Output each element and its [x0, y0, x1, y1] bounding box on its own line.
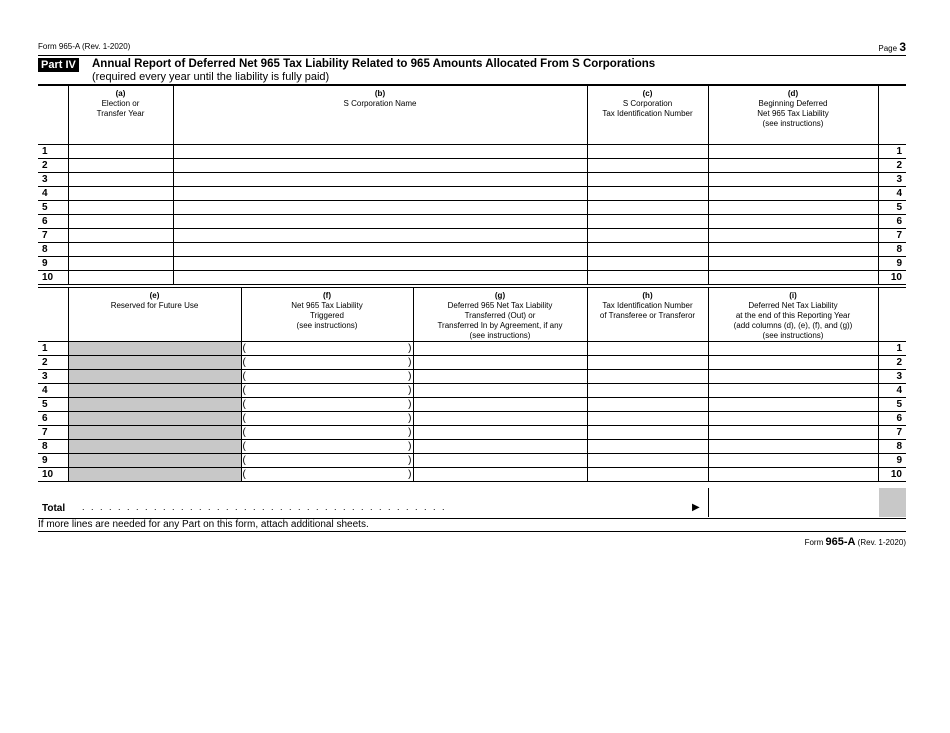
- column-letter: (a): [115, 89, 126, 98]
- beginning-liability-input[interactable]: [708, 144, 878, 158]
- s-corp-tin-input[interactable]: [587, 214, 708, 228]
- table-row: [38, 214, 906, 228]
- arrow-icon: ▶: [692, 502, 700, 513]
- line-number-right: 9: [878, 256, 906, 270]
- election-year-input[interactable]: [68, 158, 173, 172]
- line-number: 5: [38, 398, 68, 412]
- line-number-right: 6: [878, 412, 906, 426]
- line-number: 8: [38, 440, 68, 454]
- header-blank: [878, 85, 906, 144]
- line-number-right: 10: [878, 468, 906, 482]
- close-paren: ): [408, 455, 412, 466]
- reserved-cell: [68, 384, 241, 398]
- column-header: [173, 85, 587, 144]
- column-label: Election or Transfer Year: [96, 99, 145, 118]
- ending-liability-input[interactable]: [708, 342, 878, 356]
- table-row: [38, 356, 906, 370]
- line-number-right: 3: [878, 370, 906, 384]
- column-label: Deferred 965 Net Tax Liability Transferred (Out) or Transferred In by Agreement, if any (see instructions): [437, 301, 563, 340]
- part-title: Annual Report of Deferred Net 965 Tax Liability Related to 965 Amounts Allocated From S Corporations: [92, 58, 656, 70]
- transferee-tin-input[interactable]: [587, 398, 708, 412]
- election-year-input[interactable]: [68, 186, 173, 200]
- line-number-right: 4: [878, 186, 906, 200]
- transferred-liability-input[interactable]: [413, 454, 587, 468]
- transferee-tin-input[interactable]: [587, 468, 708, 482]
- column-label: Deferred Net Tax Liability at the end of this Reporting Year (add columns (d), (e), (f), and (g)) (see instructions): [733, 301, 853, 340]
- footer-prefix: Form: [804, 538, 824, 547]
- transferred-liability-input[interactable]: [413, 370, 587, 384]
- ending-liability-input[interactable]: [708, 426, 878, 440]
- election-year-input[interactable]: [68, 214, 173, 228]
- triggered-liability-input[interactable]: [241, 342, 413, 356]
- line-number: 9: [38, 454, 68, 468]
- table-row: [38, 468, 906, 482]
- election-year-input[interactable]: [68, 270, 173, 284]
- close-paren: ): [408, 357, 412, 368]
- election-year-input[interactable]: [68, 144, 173, 158]
- column-header: [413, 288, 587, 342]
- election-year-input[interactable]: [68, 200, 173, 214]
- reserved-cell: [68, 342, 241, 356]
- leader-dots: . . . . . . . . . . . . . . . . . . . . . . . . . . . . . . . . . . . . . . . . .: [82, 502, 447, 512]
- s-corp-tin-input[interactable]: [587, 144, 708, 158]
- line-number-right: 9: [878, 454, 906, 468]
- line-number: 4: [38, 384, 68, 398]
- table-row: [38, 454, 906, 468]
- line-number-right: 7: [878, 228, 906, 242]
- column-header: [708, 85, 878, 144]
- line-number-right: 7: [878, 426, 906, 440]
- total-amount-input[interactable]: [708, 488, 880, 517]
- transferred-liability-input[interactable]: [413, 412, 587, 426]
- beginning-liability-input[interactable]: [708, 270, 878, 284]
- table-row: [38, 186, 906, 200]
- ending-liability-input[interactable]: [708, 454, 878, 468]
- beginning-liability-input[interactable]: [708, 186, 878, 200]
- part-badge: Part IV: [38, 58, 79, 72]
- table-row: [38, 398, 906, 412]
- triggered-liability-input[interactable]: [241, 370, 413, 384]
- triggered-liability-input[interactable]: [241, 412, 413, 426]
- column-letter: (e): [149, 291, 160, 300]
- open-paren: (: [242, 343, 246, 354]
- transferee-tin-input[interactable]: [587, 342, 708, 356]
- election-year-input[interactable]: [68, 256, 173, 270]
- reserved-cell: [68, 356, 241, 370]
- table-row: [38, 384, 906, 398]
- election-year-input[interactable]: [68, 242, 173, 256]
- open-paren: (: [242, 413, 246, 424]
- column-label: Tax Identification Number of Transferee or Transferor: [599, 301, 696, 320]
- line-number: 8: [38, 242, 68, 256]
- column-header: [68, 288, 241, 342]
- s-corp-tin-input[interactable]: [587, 158, 708, 172]
- election-year-input[interactable]: [68, 172, 173, 186]
- reserved-cell: [68, 468, 241, 482]
- line-number: 6: [38, 214, 68, 228]
- column-label: S Corporation Tax Identification Number: [602, 99, 693, 118]
- line-number: 2: [38, 356, 68, 370]
- ending-liability-input[interactable]: [708, 412, 878, 426]
- transferred-liability-input[interactable]: [413, 468, 587, 482]
- ending-liability-input[interactable]: [708, 356, 878, 370]
- column-letter: (b): [374, 89, 386, 98]
- s-corp-name-input[interactable]: [173, 172, 587, 186]
- column-label: Net 965 Tax Liability Triggered (see instructions): [291, 301, 363, 330]
- line-number: 4: [38, 186, 68, 200]
- triggered-liability-input[interactable]: [241, 384, 413, 398]
- column-header: [241, 288, 413, 342]
- close-paren: ): [408, 413, 412, 424]
- line-number-right: 8: [878, 242, 906, 256]
- ending-liability-input[interactable]: [708, 384, 878, 398]
- line-number: 3: [38, 172, 68, 186]
- beginning-liability-input[interactable]: [708, 228, 878, 242]
- close-paren: ): [408, 371, 412, 382]
- table-row: [38, 256, 906, 270]
- column-header: [587, 85, 708, 144]
- header-blank: [38, 85, 68, 144]
- triggered-liability-input[interactable]: [241, 426, 413, 440]
- page-indicator: [878, 40, 906, 54]
- footer-revision: (Rev. 1-2020): [857, 538, 906, 547]
- reserved-cell: [68, 370, 241, 384]
- form-id: Form 965-A (Rev. 1-2020): [38, 42, 131, 51]
- footer-form-number: 965-A: [825, 536, 856, 548]
- s-corp-tin-input[interactable]: [587, 186, 708, 200]
- column-label: S Corporation Name: [343, 99, 417, 108]
- close-paren: ): [408, 427, 412, 438]
- reserved-cell: [68, 454, 241, 468]
- transferee-tin-input[interactable]: [587, 412, 708, 426]
- close-paren: ): [408, 441, 412, 452]
- beginning-liability-input[interactable]: [708, 242, 878, 256]
- total-label: Total: [42, 503, 66, 514]
- s-corp-name-input[interactable]: [173, 186, 587, 200]
- transferred-liability-input[interactable]: [413, 342, 587, 356]
- reserved-cell: [68, 426, 241, 440]
- transferee-tin-input[interactable]: [587, 356, 708, 370]
- ending-liability-input[interactable]: [708, 370, 878, 384]
- transferred-liability-input[interactable]: [413, 384, 587, 398]
- close-paren: ): [408, 469, 412, 480]
- s-corp-tin-input[interactable]: [587, 172, 708, 186]
- column-header: [68, 85, 173, 144]
- s-corp-name-input[interactable]: [173, 256, 587, 270]
- triggered-liability-input[interactable]: [241, 454, 413, 468]
- column-letter: (g): [494, 291, 506, 300]
- transferee-tin-input[interactable]: [587, 384, 708, 398]
- table-row: [38, 158, 906, 172]
- s-corp-name-input[interactable]: [173, 270, 587, 284]
- line-number-right: 2: [878, 158, 906, 172]
- line-number-right: 4: [878, 384, 906, 398]
- open-paren: (: [242, 469, 246, 480]
- open-paren: (: [242, 455, 246, 466]
- s-corp-tin-input[interactable]: [587, 242, 708, 256]
- beginning-liability-input[interactable]: [708, 172, 878, 186]
- s-corp-tin-input[interactable]: [587, 228, 708, 242]
- reserved-cell: [68, 398, 241, 412]
- liability-table: [38, 287, 906, 482]
- beginning-liability-input[interactable]: [708, 158, 878, 172]
- transferee-tin-input[interactable]: [587, 440, 708, 454]
- column-label: Beginning Deferred Net 965 Tax Liability (see instructions): [757, 99, 829, 128]
- line-number: 2: [38, 158, 68, 172]
- line-number-right: 10: [878, 270, 906, 284]
- beginning-liability-input[interactable]: [708, 214, 878, 228]
- reserved-cell: [68, 440, 241, 454]
- column-header: [587, 288, 708, 342]
- line-number-right: 6: [878, 214, 906, 228]
- open-paren: (: [242, 357, 246, 368]
- s-corp-name-input[interactable]: [173, 242, 587, 256]
- reserved-cell: [68, 412, 241, 426]
- line-number: 7: [38, 426, 68, 440]
- open-paren: (: [242, 427, 246, 438]
- table-row: [38, 200, 906, 214]
- part-subtitle: (required every year until the liability is fully paid): [92, 71, 330, 83]
- s-corp-name-input[interactable]: [173, 200, 587, 214]
- table-row: [38, 242, 906, 256]
- s-corp-tin-input[interactable]: [587, 270, 708, 284]
- close-paren: ): [408, 399, 412, 410]
- table-row: [38, 370, 906, 384]
- beginning-liability-input[interactable]: [708, 256, 878, 270]
- s-corp-name-input[interactable]: [173, 144, 587, 158]
- header-blank: [878, 288, 906, 342]
- line-number: 6: [38, 412, 68, 426]
- transferred-liability-input[interactable]: [413, 440, 587, 454]
- s-corp-name-input[interactable]: [173, 214, 587, 228]
- table-row: [38, 426, 906, 440]
- column-letter: (h): [642, 291, 653, 300]
- ending-liability-input[interactable]: [708, 440, 878, 454]
- table-row: [38, 342, 906, 356]
- line-number: 10: [38, 468, 68, 482]
- line-number: 10: [38, 270, 68, 284]
- column-label: Reserved for Future Use: [110, 301, 199, 310]
- transferee-tin-input[interactable]: [587, 454, 708, 468]
- line-number-right: 5: [878, 200, 906, 214]
- election-year-input[interactable]: [68, 228, 173, 242]
- line-number: 1: [38, 342, 68, 356]
- line-number-right: 2: [878, 356, 906, 370]
- open-paren: (: [242, 399, 246, 410]
- s-corporation-table: [38, 84, 906, 285]
- column-letter: (i): [789, 291, 797, 300]
- column-header: [708, 288, 878, 342]
- line-number: 5: [38, 200, 68, 214]
- page-label: Page: [878, 44, 898, 53]
- s-corp-name-input[interactable]: [173, 228, 587, 242]
- line-number: 1: [38, 144, 68, 158]
- table-row: [38, 270, 906, 284]
- table-row: [38, 144, 906, 158]
- page-number: 3: [899, 40, 906, 54]
- line-number-right: 3: [878, 172, 906, 186]
- triggered-liability-input[interactable]: [241, 356, 413, 370]
- header-blank: [38, 288, 68, 342]
- transferee-tin-input[interactable]: [587, 426, 708, 440]
- open-paren: (: [242, 441, 246, 452]
- column-letter: (d): [787, 89, 799, 98]
- line-number: 9: [38, 256, 68, 270]
- close-paren: ): [408, 385, 412, 396]
- column-letter: (f): [323, 291, 331, 300]
- s-corp-name-input[interactable]: [173, 158, 587, 172]
- beginning-liability-input[interactable]: [708, 200, 878, 214]
- open-paren: (: [242, 385, 246, 396]
- table-row: [38, 228, 906, 242]
- close-paren: ): [408, 343, 412, 354]
- transferred-liability-input[interactable]: [413, 426, 587, 440]
- ending-liability-input[interactable]: [708, 468, 878, 482]
- line-number-right: 1: [878, 342, 906, 356]
- divider: [38, 55, 906, 56]
- line-number-right: 8: [878, 440, 906, 454]
- triggered-liability-input[interactable]: [241, 468, 413, 482]
- triggered-liability-input[interactable]: [241, 398, 413, 412]
- transferee-tin-input[interactable]: [587, 370, 708, 384]
- s-corp-tin-input[interactable]: [587, 200, 708, 214]
- table-row: [38, 172, 906, 186]
- total-row: [38, 488, 906, 519]
- line-number: 3: [38, 370, 68, 384]
- table-row: [38, 412, 906, 426]
- form-footer: [805, 536, 906, 548]
- total-shaded-cell: [879, 488, 906, 517]
- triggered-liability-input[interactable]: [241, 440, 413, 454]
- column-letter: (c): [642, 89, 653, 98]
- open-paren: (: [242, 371, 246, 382]
- footnote: If more lines are needed for any Part on this form, attach additional sheets.: [38, 519, 906, 532]
- table-row: [38, 440, 906, 454]
- ending-liability-input[interactable]: [708, 398, 878, 412]
- line-number-right: 5: [878, 398, 906, 412]
- s-corp-tin-input[interactable]: [587, 256, 708, 270]
- line-number-right: 1: [878, 144, 906, 158]
- transferred-liability-input[interactable]: [413, 356, 587, 370]
- transferred-liability-input[interactable]: [413, 398, 587, 412]
- line-number: 7: [38, 228, 68, 242]
